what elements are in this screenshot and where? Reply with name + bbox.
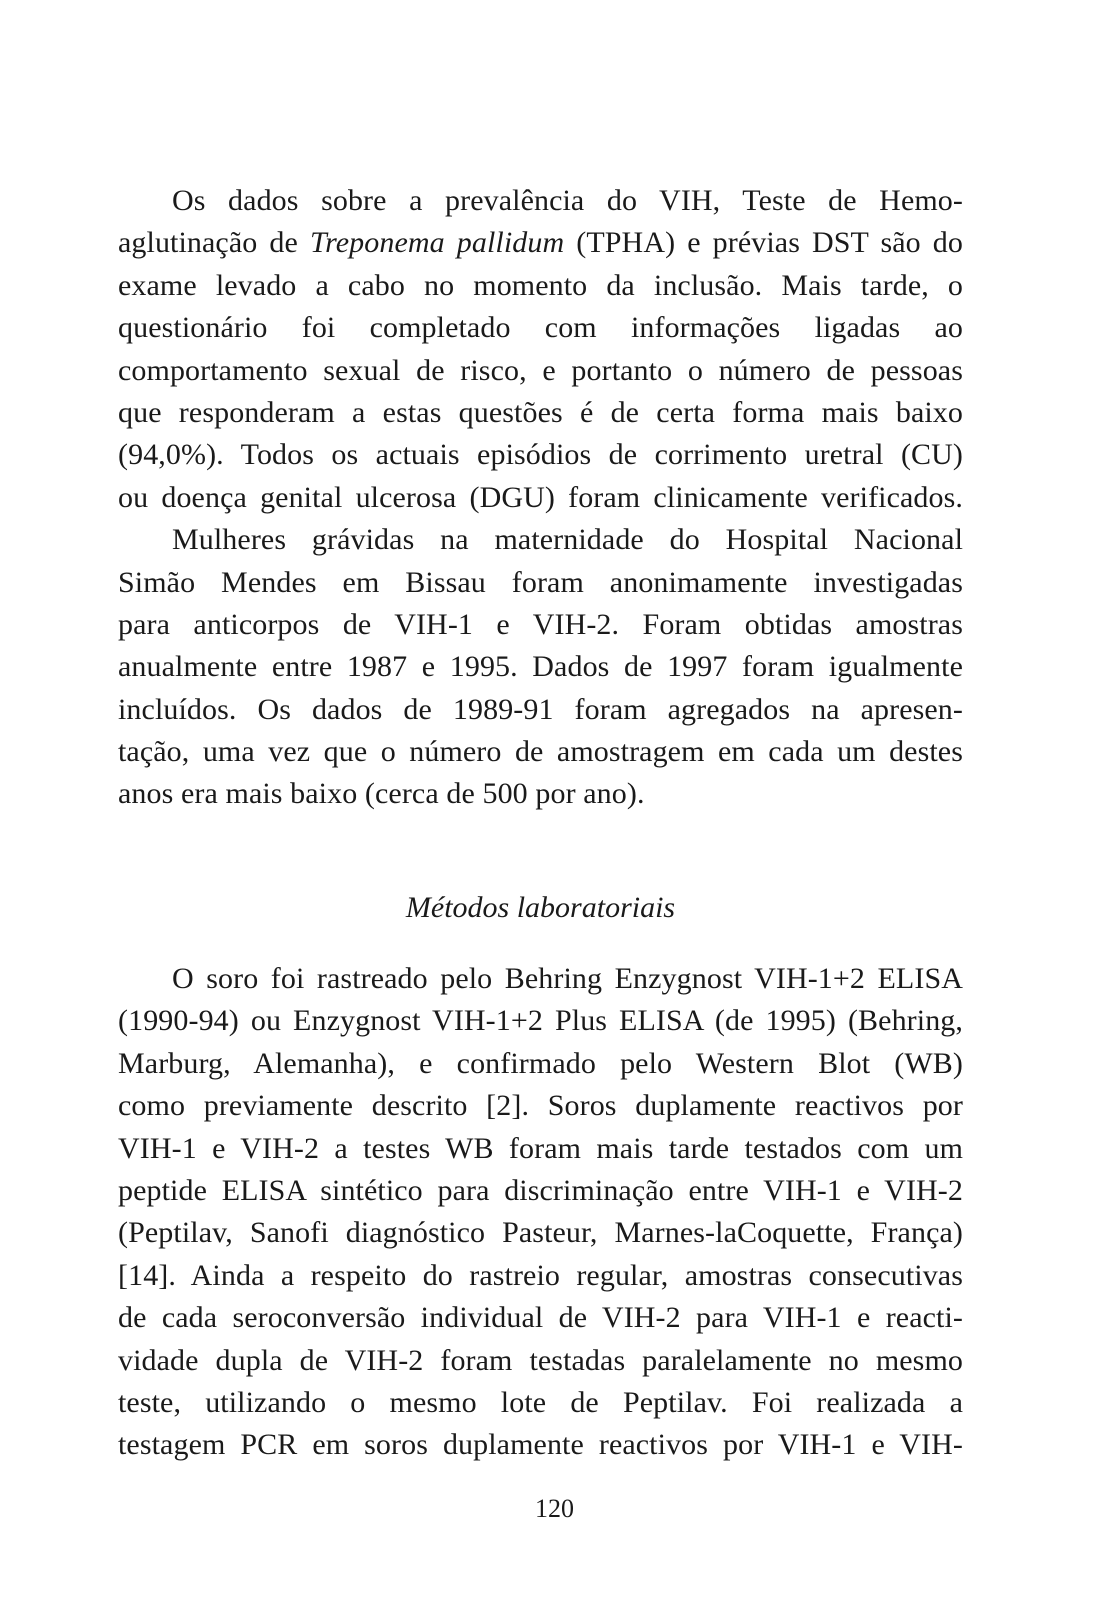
text-line: teste, utilizando o mesmo lote de Peptilav. Foi realizada a: [118, 1385, 963, 1419]
text-line: de cada seroconversão individual de VIH-2 para VIH-1 e reacti-: [118, 1301, 963, 1335]
page-number: 120: [535, 1494, 574, 1523]
text-line: O soro foi rastreado pelo Behring Enzygnost VIH-1+2 ELISA: [172, 962, 963, 995]
text-line: (94,0%). Todos os actuais episódios de corrimento uretral (CU): [118, 438, 963, 472]
text-line: incluídos. Os dados de 1989-91 foram agregados na apresen-: [118, 692, 963, 726]
text-line: comportamento sexual de risco, e portanto o número de pessoas: [118, 353, 963, 387]
text-line: tação, uma vez que o número de amostragem em cada um destes: [118, 735, 963, 769]
text-line: que responderam a estas questões é de certa forma mais baixo: [118, 395, 963, 429]
text-line: ou doença genital ulcerosa (DGU) foram clinicamente verificados.: [118, 480, 963, 514]
text-line: Os dados sobre a prevalência do VIH, Teste de Hemo-: [172, 184, 963, 217]
text-line: Marburg, Alemanha), e confirmado pelo Western Blot (WB): [118, 1046, 963, 1080]
paragraph-pregnant-women: [118, 519, 963, 816]
text-line: testagem PCR em soros duplamente reactivos por VIH-1 e VIH-: [118, 1428, 963, 1462]
text-line: [118, 222, 963, 264]
text-line: (1990-94) ou Enzygnost VIH-1+2 Plus ELISA (de 1995) (Behring,: [118, 1004, 963, 1038]
text-line: para anticorpos de VIH-1 e VIH-2. Foram obtidas amostras: [118, 607, 963, 641]
text-line: como previamente descrito [2]. Soros duplamente reactivos por: [118, 1089, 963, 1123]
text-line: (Peptilav, Sanofi diagnóstico Pasteur, Marnes-laCoquette, França): [118, 1216, 963, 1250]
species-name: Treponema pallidum: [309, 226, 565, 260]
text-line: anos era mais baixo (cerca de 500 por ano).: [118, 777, 645, 811]
text-line: Simão Mendes em Bissau foram anonimamente investigadas: [118, 565, 963, 599]
text-line: VIH-1 e VIH-2 a testes WB foram mais tarde testados com um: [118, 1131, 963, 1165]
text-line: [14]. Ainda a respeito do rastreio regular, amostras consecutivas: [118, 1258, 963, 1292]
text-line: Mulheres grávidas na maternidade do Hospital Nacional: [172, 523, 963, 557]
text-line: anualmente entre 1987 e 1995. Dados de 1997 foram igualmente: [118, 650, 963, 684]
text-fragment: (TPHA) e prévias DST são do: [564, 226, 963, 260]
text-line: exame levado a cabo no momento da inclusão. Mais tarde, o: [118, 268, 963, 302]
text-fragment: aglutinação de: [118, 226, 310, 260]
paragraph-prevalence-data: [118, 180, 963, 519]
text-line: peptide ELISA sintético para discriminação entre VIH-1 e VIH-2: [118, 1173, 963, 1207]
page-body: [118, 180, 963, 1462]
text-line: questionário foi completado com informações ligadas ao: [118, 311, 963, 345]
text-line: vidade dupla de VIH-2 foram testadas paralelamente no mesmo: [118, 1343, 963, 1377]
section-heading: Métodos laboratoriais: [405, 891, 676, 924]
paragraph-laboratory-methods: [118, 958, 963, 1467]
